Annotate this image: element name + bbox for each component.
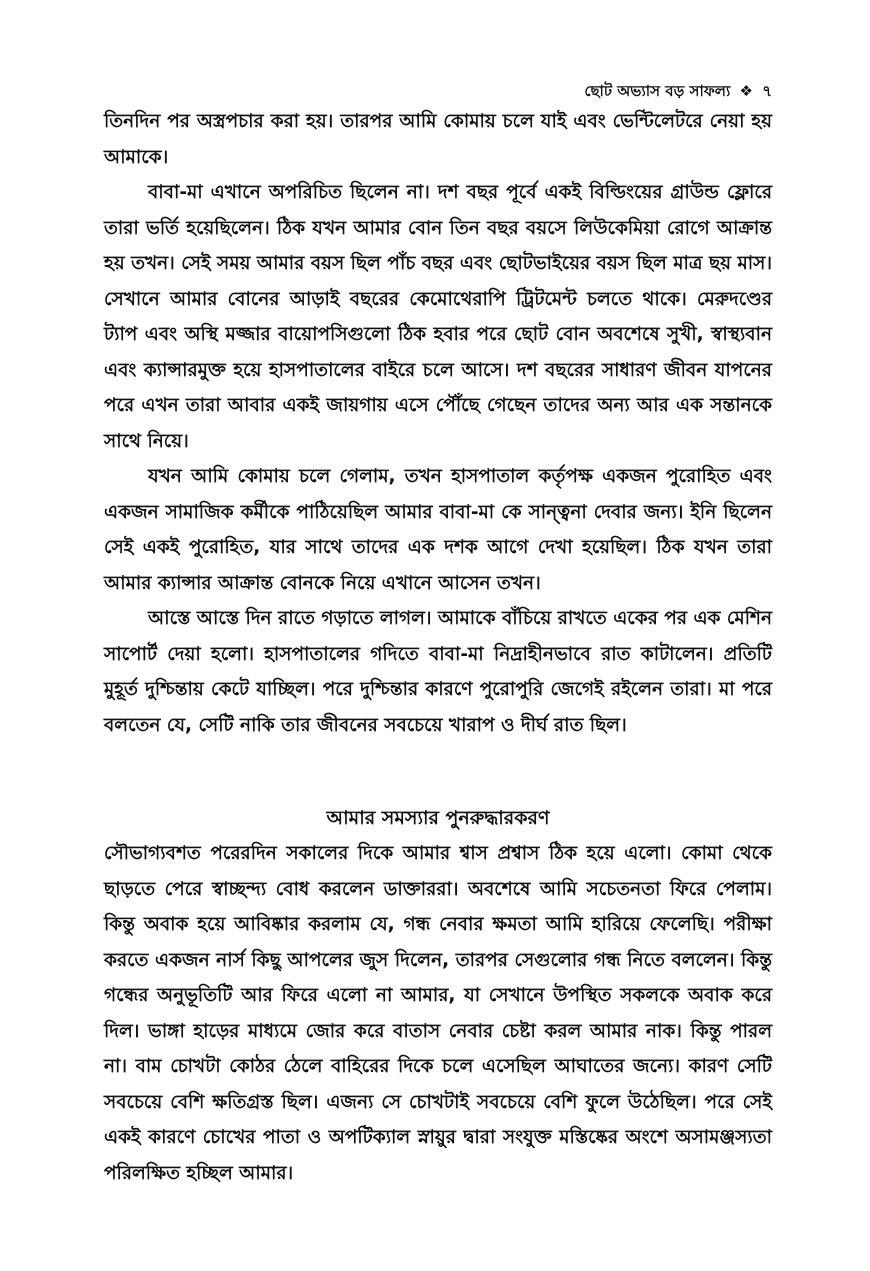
ornament-icon: ❖ [739,82,753,100]
book-page [104,78,772,1191]
page-number: ৭ [762,82,772,100]
paragraph-priest: যখন আমি কোমায় চলে গেলাম, তখন হাসপাতাল কর্তৃপক্ষ একজন পুরোহিত এবং একজন সামাজিক কর্মীকে পাঠিয়েছিল আমার বাবা-মা কে সান্ত্বনা দেবার জন্য। ইনি ছিলেন সেই একই পুরোহিত, যার সাথে তাদের এক দশক আগে দেখা হয়েছিল। ঠিক যখন তারা আমার ক্যান্সার আক্রান্ত বোনকে নিয়ে এখানে আসেন তখন। [104,466,772,594]
running-header [104,78,772,104]
paragraph-recovery: সৌভাগ্যবশত পরেরদিন সকালের দিকে আমার শ্বাস প্রশ্বাস ঠিক হয়ে এলো। কোমা থেকে ছাড়তে পেরে স্বাচ্ছন্দ্য বোধ করলেন ডাক্তাররা। অবশেষে আমি সচেতনতা ফিরে পেলাম। কিন্তু অবাক হয়ে আবিষ্কার করলাম যে, গন্ধ নেবার ক্ষমতা আমি হারিয়ে ফেলেছি। পরীক্ষা করতে একজন নার্স কিছু আপলের জুস দিলেন, তারপর সেগুলোর গন্ধ নিতে বললেন। কিন্তু গন্ধের অনুভূতিটি আর ফিরে এলো না আমার, যা সেখানে উপস্থিত সকলকে অবাক করে দিল। ভাঙ্গা হাড়ের মাধ্যমে জোর করে বাতাস নেবার চেষ্টা করল আমার নাক। কিন্তু পারল না। বাম চোখটা কোঠর ঠেলে বাহিরের দিকে চলে এসেছিল আঘাতের জন্যে। কারণ সেটি সবচেয়ে বেশি ক্ষতিগ্রস্ত ছিল। এজন্য সে চোখটাই সবচেয়ে বেশি ফুলে উঠেছিল। পরে সেই একই কারণে চোখের পাতা ও অপটিক্যাল স্নায়ুর দ্বারা সংযুক্ত মস্তিষ্কের অংশে অসামঞ্জস্যতা পরিলক্ষিত হচ্ছিল আমার। [104,843,772,1184]
section-heading: আমার সমস্যার পুনরুদ্ধারকরণ [326,807,550,829]
paragraph-continuation: তিনদিন পর অস্ত্রপচার করা হয়। তারপর আমি কোমায় চলে যাই এবং ভেন্টিলেটরে নেয়া হয় আমাকে। [104,111,772,168]
running-title: ছোট অভ্যাস বড় সাফল্য [584,82,731,100]
paragraph-parents-history: বাবা-মা এখানে অপরিচিত ছিলেন না। দশ বছর পূর্বে একই বিল্ডিংয়ের গ্রাউন্ড ফ্লোরে তারা ভর্তি হয়েছিলেন। ঠিক যখন আমার বোন তিন বছর বয়সে লিউকেমিয়া রোগে আক্রান্ত হয় তখন। সেই সময় আমার বয়স ছিল পাঁচ বছর এবং ছোটভাইয়ের বয়স ছিল মাত্র ছয় মাস। সেখানে আমার বোনের আড়াই বছরের কেমোথেরাপি ট্রিটমেন্ট চলতে থাকে। মেরুদণ্ডের ট্যাপ এবং অস্থি মজ্জার বায়োপসিগুলো ঠিক হবার পরে ছোট বোন অবশেষে সুখী, স্বাস্থ্যবান এবং ক্যান্সারমুক্ত হয়ে হাসপাতালের বাইরে চলে আসে। দশ বছরের সাধারণ জীবন যাপনের পরে এখন তারা আবার একই জায়গায় এসে পৌঁছে গেছেন তাদের অন্য আর এক সন্তানকে সাথে নিয়ে। [104,182,772,452]
paragraph-long-night: আস্তে আস্তে দিন রাতে গড়াতে লাগল। আমাকে বাঁচিয়ে রাখতে একের পর এক মেশিন সাপোর্ট দেয়া হলো। হাসপাতালের গদিতে বাবা-মা নিদ্রাহীনভাবে রাত কাটালেন। প্রতিটি মুহূর্ত দুশ্চিন্তায় কেটে যাচ্ছিল। পরে দুশ্চিন্তার কারণে পুরোপুরি জেগেই রইলেন তারা। মা পরে বলতেন যে, সেটি নাকি তার জীবনের সবচেয়ে খারাপ ও দীর্ঘ রাত ছিল। [104,608,772,736]
